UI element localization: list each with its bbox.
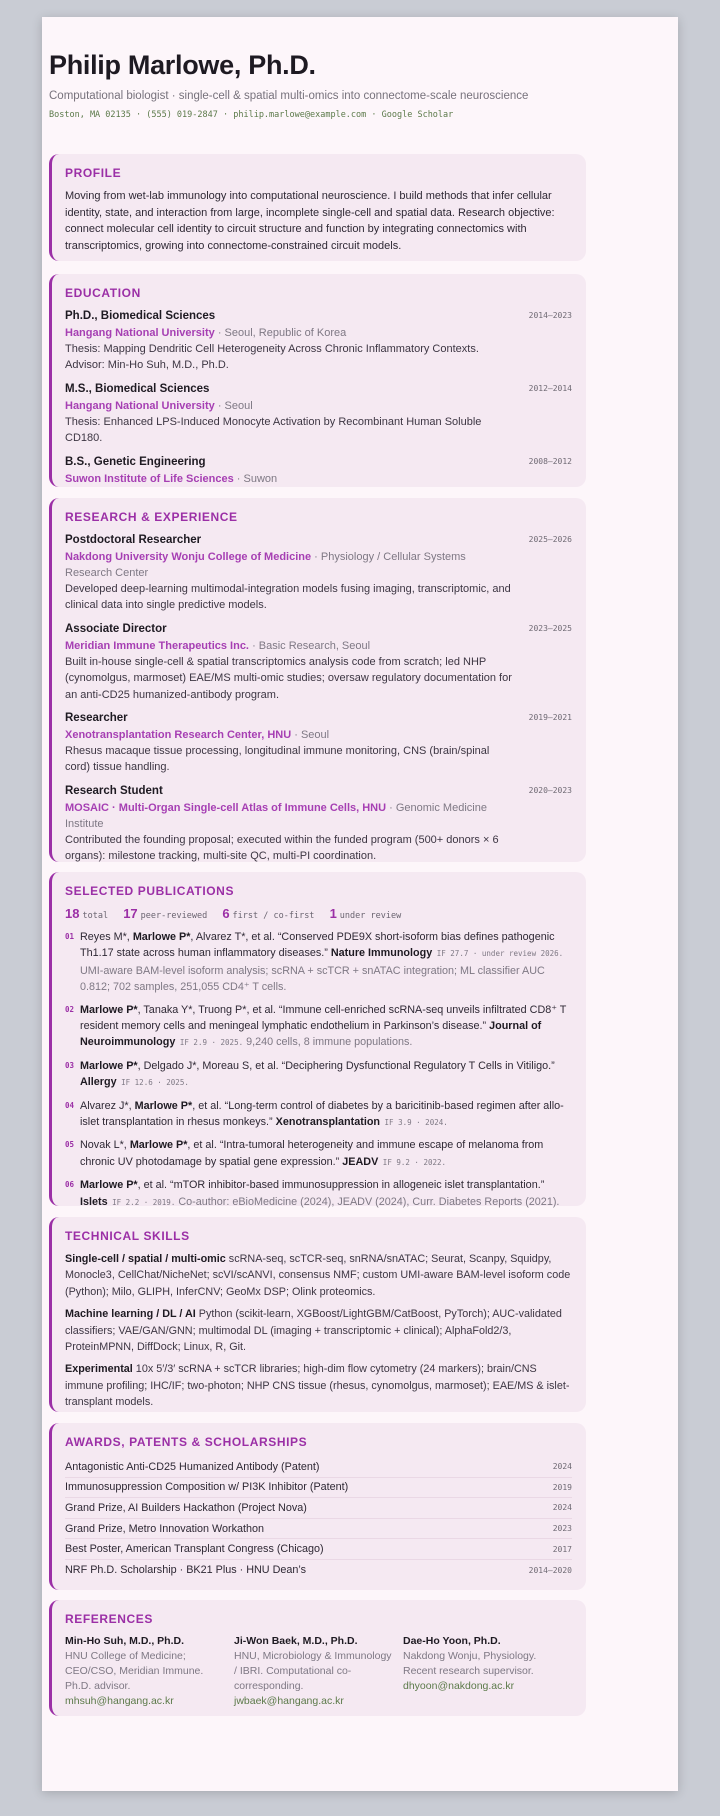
pub-self-author: Marlowe P* [132, 931, 191, 943]
publication-stats [65, 906, 572, 921]
pub-number: 06 [65, 1180, 75, 1190]
pub-citation [80, 1137, 572, 1171]
stat-number: 6 [222, 906, 230, 921]
awards-section [49, 1423, 586, 1590]
experience-entry [65, 783, 572, 865]
stat-label: peer-reviewed [140, 911, 208, 921]
role: Postdoctoral Researcher [65, 534, 202, 546]
award-row [65, 1478, 572, 1499]
institution: Hangang National University [65, 327, 215, 339]
pub-authors-pre: Novak L*, [80, 1139, 130, 1152]
org-line [65, 638, 572, 654]
education-entry [65, 308, 572, 374]
award-row [65, 1539, 572, 1560]
reference-email[interactable]: dhyoon@nakdong.ac.kr [403, 1680, 515, 1692]
stat-number: 1 [329, 906, 337, 921]
award-name: Immunosuppression Composition w/ PI3K Inhibitor (Patent) [65, 1481, 349, 1494]
award-row [65, 1519, 572, 1540]
pub-title: , et al. “Intra-tumoral heterogeneity and immune escape of melanoma from chronic UV photodamage by spatial gene expression.” [80, 1139, 544, 1168]
contact-line: Boston, MA 02135 · (555) 019-2847 · philip.marlowe@example.com · Google Scholar [49, 110, 454, 120]
publication-item [65, 929, 572, 996]
skill-group [65, 1361, 572, 1410]
section-title: REFERENCES [65, 1612, 154, 1626]
pub-number: 02 [65, 1004, 75, 1014]
org-line [65, 549, 572, 581]
organization: Nakdong University Wonju College of Medicine [65, 551, 312, 563]
pub-note: UMI-aware BAM-level isoform analysis; scRNA + scTCR + snATAC integration; ML classifier AUC 0.812; 702 samples, 251,055 CD4⁺ T cells. [80, 964, 545, 994]
pub-citation [80, 929, 572, 996]
reference-name: Min-Ho Suh, M.D., Ph.D. [65, 1635, 184, 1647]
award-year: 2014–2020 [528, 1565, 572, 1575]
description: Contributed the founding proposal; executed within the funded program (500+ donors × 6 organs): milestone tracking, multi-site QC, multi-PI coordination. [65, 833, 499, 863]
location: · Physiology / Cellular Systems Research Center [65, 551, 466, 579]
references-section [49, 1600, 586, 1716]
experience-entry [65, 532, 572, 614]
org-line [65, 727, 572, 743]
organization: MOSAIC · Multi-Organ Single-cell Atlas of Immune Cells, HNU [65, 801, 387, 814]
pub-meta: IF 2.2 · 2019. [107, 1197, 176, 1207]
pub-title: , et al. “mTOR inhibitor-based immunosuppression in allogeneic islet transplantation.” [137, 1179, 545, 1192]
reference-card [65, 1634, 234, 1709]
skill-text: scRNA-seq, scTCR-seq, snRNA/snATAC; Seurat, Scanpy, Squidpy, Monocle3, CellChat/NicheNet; scVI/scANVI, consensus NMF; custom UMI-aware BAM-level isoform code (Python); Milo, GLIPH, InferCNV; GeoMx DSP; Olink proteomics. [65, 1253, 571, 1298]
reference-email[interactable]: jwbaek@hangang.ac.kr [234, 1695, 344, 1707]
education-entry [65, 454, 572, 487]
pub-citation [80, 1002, 572, 1052]
pub-journal: Journal of Neuroimmunology [80, 1020, 542, 1049]
pub-self-author: Marlowe P* [80, 1003, 138, 1016]
section-title: AWARDS, PATENTS & SCHOLARSHIPS [65, 1435, 308, 1449]
publications-section [49, 872, 586, 1206]
pub-meta: IF 12.6 · 2025. [116, 1078, 189, 1088]
pub-meta: IF 9.2 · 2022. [378, 1157, 447, 1167]
award-row [65, 1498, 572, 1519]
award-name: Grand Prize, AI Builders Hackathon (Project Nova) [65, 1501, 307, 1514]
description: Developed deep-learning multimodal-integration models fusing imaging, transcriptomic, and clinical data into single predictive models. [65, 583, 511, 612]
pub-self-author: Marlowe P* [80, 1059, 138, 1072]
reference-email[interactable]: mhsuh@hangang.ac.kr [65, 1695, 174, 1707]
pub-authors-pre: Alvarez J*, [80, 1099, 135, 1112]
section-title: RESEARCH & EXPERIENCE [65, 510, 238, 524]
degree: B.S., Genetic Engineering [65, 455, 206, 468]
pub-note: 9,240 cells, 8 immune populations. [243, 1036, 413, 1049]
pub-journal: Nature Immunology [330, 947, 433, 960]
dates: 2014–2023 [528, 311, 572, 320]
dates: 2019–2021 [528, 713, 572, 723]
publication-item [65, 1098, 572, 1132]
skill-text: Python (scikit-learn, XGBoost/LightGBM/CatBoost, PyTorch); AUC-validated classifiers; VAE/GAN/GNN; multimodal DL (imaging + transcriptomic + clinical); AlphaFold2/3, ProteinMPNN, DiffDock; Linux, R, Git. [65, 1308, 562, 1354]
dates: 2023–2025 [528, 623, 572, 633]
dates: 2008–2012 [528, 456, 572, 466]
profile-section [49, 154, 586, 261]
skill-label: Experimental [65, 1363, 133, 1376]
thesis: Thesis: Mapping Dendritic Cell Heterogeneity Across Chronic Inflammatory Contexts. Advisor: Min-Ho Suh, M.D., Ph.D. [65, 343, 479, 372]
location: · Basic Research, Seoul [252, 639, 371, 652]
pub-title: , Delgado J*, Moreau S, et al. “Deciphering Dysfunctional Regulatory T Cells in Vitiligo.” [137, 1059, 555, 1072]
pub-journal: Islets [80, 1195, 108, 1208]
skills-section [49, 1217, 586, 1412]
section-title: EDUCATION [65, 286, 141, 300]
publication-item [65, 1177, 572, 1211]
pub-self-author: Marlowe P* [134, 1099, 193, 1112]
publication-item [65, 1058, 572, 1092]
skill-group [65, 1306, 572, 1355]
award-row [65, 1457, 572, 1478]
award-year: 2024 [552, 1462, 572, 1472]
award-year: 2017 [552, 1544, 572, 1554]
pub-number: 04 [65, 1100, 75, 1110]
award-year: 2023 [552, 1524, 572, 1534]
location: · Seoul [294, 729, 330, 742]
pub-citation [80, 1177, 572, 1211]
pub-journal: Xenotransplantation [275, 1116, 381, 1129]
section-title: SELECTED PUBLICATIONS [65, 884, 235, 898]
pub-citation [80, 1058, 572, 1092]
pub-title: , Alvarez T*, et al. “Conserved PDE9X short-isoform bias defines pathogenic Th1.17 state across human inflammatory diseases.” [80, 931, 555, 960]
skill-label: Single-cell / spatial / multi-omic [65, 1253, 226, 1265]
pub-meta: IF 2.9 · 2025. [175, 1038, 244, 1048]
dates: 2012–2014 [528, 383, 572, 393]
pub-journal: JEADV [342, 1155, 379, 1168]
thesis: Thesis: Enhanced LPS-Induced Monocyte Activation by Recombinant Human Soluble CD180. [65, 415, 482, 445]
description: Built in-house single-cell & spatial transcriptomics analysis code from scratch; led NHP (cynomolgus, marmoset) EAE/MS multi-omic studies; oversaw regulatory documentation for an anti-CD25 humanized-antibody program. [65, 655, 512, 701]
org-line [65, 471, 572, 487]
award-row [65, 1560, 572, 1581]
pub-citation [80, 1098, 572, 1132]
reference-affiliation: Nakdong Wonju, Physiology. Recent research supervisor. [403, 1650, 537, 1677]
experience-section [49, 498, 586, 862]
pub-self-author: Marlowe P* [129, 1139, 188, 1152]
stat-number: 18 [65, 906, 80, 921]
profile-text: Moving from wet-lab immunology into computational neuroscience. I build methods that infer cellular identity, state, and interaction from large, incomplete single-cell and spatial data. Research objective: connect molecular cell identity to circuit structure and function by integrating connectomics with transcriptomics, growing into connectome-constrained circuit models. [65, 190, 555, 252]
pub-note: Co-author: eBioMedicine (2024), JEADV (2024), Curr. Diabetes Reports (2021). [175, 1195, 560, 1208]
location: · Seoul, Republic of Korea [217, 327, 347, 339]
stat-label: under review [339, 911, 402, 921]
role: Researcher [65, 712, 128, 725]
org-line [65, 325, 572, 341]
reference-card [234, 1634, 403, 1709]
pub-meta: IF 27.7 · under review 2026. [432, 949, 564, 959]
pub-title: , Tanaka Y*, Truong P*, et al. “Immune cell-enriched scRNA-seq unveils infiltrated CD8⁺ T resident memory cells and meningeal lymphatic endothelium in Parkinson’s disease.” [80, 1003, 567, 1033]
resume-header [49, 50, 589, 120]
section-title: TECHNICAL SKILLS [65, 1229, 190, 1243]
location: · Seoul [217, 399, 253, 412]
org-line [65, 800, 572, 832]
section-title: PROFILE [65, 166, 122, 180]
degree: Ph.D., Biomedical Sciences [65, 310, 216, 322]
education-entry [65, 381, 572, 447]
location: · Suwon [236, 472, 278, 485]
candidate-name: Philip Marlowe, Ph.D. [49, 50, 316, 80]
role: Associate Director [65, 622, 167, 635]
stat-label: first / co-first [232, 911, 315, 921]
award-year: 2019 [552, 1482, 572, 1492]
role: Research Student [65, 784, 163, 797]
pub-self-author: Marlowe P* [80, 1179, 138, 1192]
award-name: Antagonistic Anti-CD25 Humanized Antibody (Patent) [65, 1460, 320, 1473]
org-line [65, 398, 572, 414]
experience-entry [65, 621, 572, 703]
references-list [65, 1634, 572, 1709]
stat-label: total [82, 911, 109, 921]
location: · Genomic Medicine Institute [65, 801, 487, 830]
award-year: 2024 [552, 1503, 572, 1513]
skill-group [65, 1251, 572, 1300]
dates: 2020–2023 [528, 785, 572, 795]
reference-affiliation: HNU College of Medicine; CEO/CSO, Meridian Immune. Ph.D. advisor. [65, 1650, 204, 1692]
publication-item [65, 1002, 572, 1052]
pub-authors-pre: Reyes M*, [80, 931, 133, 943]
experience-entry [65, 710, 572, 776]
awards-list [65, 1457, 572, 1581]
award-name: Best Poster, American Transplant Congress (Chicago) [65, 1543, 324, 1556]
education-section [49, 274, 586, 487]
pub-number: 01 [65, 932, 75, 941]
institution: Suwon Institute of Life Sciences [65, 472, 234, 485]
award-name: NRF Ph.D. Scholarship · BK21 Plus · HNU Dean’s [65, 1564, 307, 1577]
reference-card [403, 1634, 572, 1709]
publication-item [65, 1137, 572, 1171]
organization: Meridian Immune Therapeutics Inc. [65, 639, 249, 652]
degree: M.S., Biomedical Sciences [65, 382, 210, 395]
skill-label: Machine learning / DL / AI [65, 1308, 196, 1321]
tagline: Computational biologist · single-cell & spatial multi-omics into connectome-scale neuroscience [49, 90, 529, 102]
pub-number: 05 [65, 1140, 75, 1150]
reference-affiliation: HNU, Microbiology & Immunology / IBRI. Computational co-corresponding. [234, 1650, 392, 1692]
reference-name: Dae-Ho Yoon, Ph.D. [403, 1635, 501, 1647]
pub-title: , et al. “Long-term control of diabetes by a baricitinib-based regimen after allo-islet transplantation in rhesus monkeys.” [80, 1099, 564, 1129]
stat-number: 17 [123, 906, 138, 921]
description: Rhesus macaque tissue processing, longitudinal immune monitoring, CNS (brain/spinal cord) tissue handling. [65, 745, 490, 774]
dates: 2025–2026 [528, 535, 572, 544]
institution: Hangang National University [65, 399, 215, 412]
pub-meta: IF 3.9 · 2024. [380, 1118, 448, 1128]
award-name: Grand Prize, Metro Innovation Workathon [65, 1522, 265, 1535]
pub-number: 03 [65, 1060, 75, 1070]
skill-text: 10x 5′/3′ scRNA + scTCR libraries; high-dim flow cytometry (24 markers); brain/CNS immune profiling; IHC/IF; two-photon; NHP CNS tissue (rhesus, cynomolgus, marmoset); EAE/MS & islet-transplant models. [65, 1363, 570, 1409]
organization: Xenotransplantation Research Center, HNU [65, 729, 292, 742]
pub-journal: Allergy [80, 1076, 117, 1089]
reference-name: Ji-Won Baek, M.D., Ph.D. [234, 1635, 358, 1647]
